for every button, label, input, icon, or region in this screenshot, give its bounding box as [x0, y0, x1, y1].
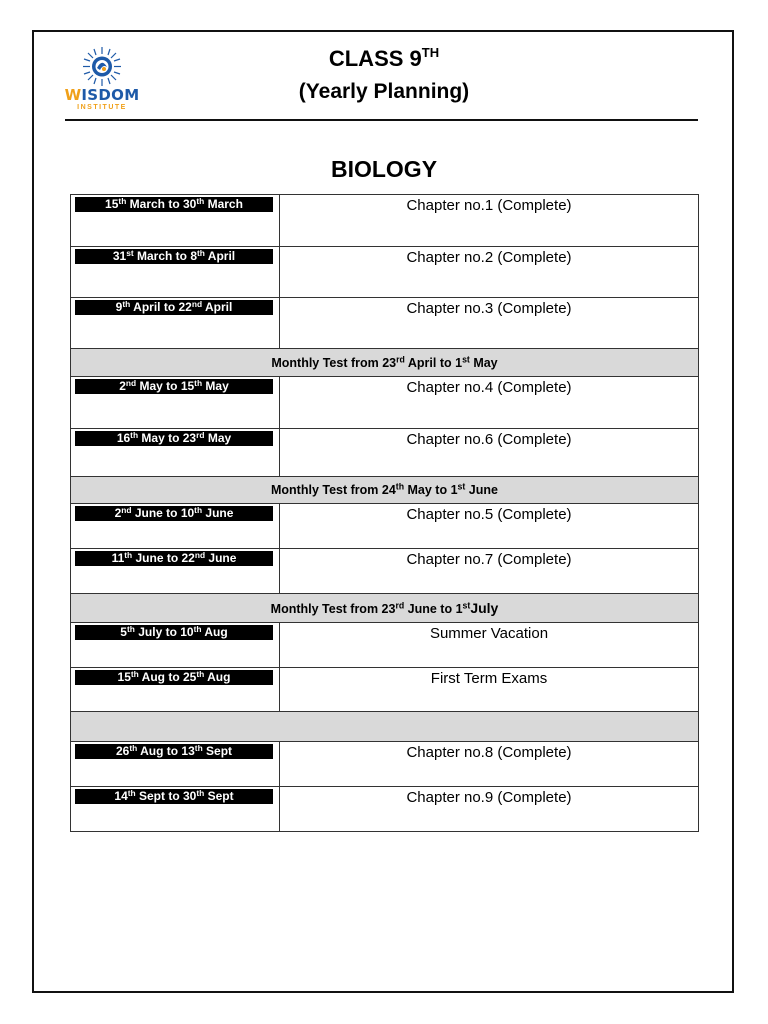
monthly-test-row	[71, 349, 698, 377]
logo-emblem-icon	[76, 46, 128, 88]
task-text: Chapter no.6 (Complete)	[406, 431, 572, 448]
page-subtitle: (Yearly Planning)	[298, 80, 470, 103]
schedule-row	[71, 668, 698, 712]
monthly-test-label: Monthly Test from 24th May to 1st June	[271, 481, 498, 497]
date-range-label: 31st March to 8th April	[75, 249, 273, 264]
task-text: Chapter no.2 (Complete)	[406, 249, 572, 266]
schedule-row	[71, 195, 698, 247]
date-range-label: 16th May to 23rd May	[75, 431, 273, 446]
schedule-row	[71, 549, 698, 594]
monthly-test-row	[71, 477, 698, 504]
logo-subtext: INSTITUTE	[77, 104, 127, 111]
date-range-label: 15th Aug to 25th Aug	[75, 670, 273, 685]
schedule-table	[70, 194, 699, 832]
schedule-row	[71, 787, 698, 831]
task-text: First Term Exams	[430, 670, 548, 687]
date-range-label: 2nd May to 15th May	[75, 379, 273, 394]
task-text: Chapter no.1 (Complete)	[406, 197, 572, 214]
date-range-label: 15th March to 30th March	[75, 197, 273, 212]
header-divider	[65, 119, 698, 121]
task-text: Chapter no.3 (Complete)	[406, 300, 572, 317]
task-text: Chapter no.9 (Complete)	[406, 789, 572, 806]
monthly-test-label: Monthly Test from 23rd April to 1st May	[271, 354, 498, 370]
schedule-row	[71, 247, 698, 298]
date-range-label: 2nd June to 10th June	[75, 506, 273, 521]
logo-wordmark: WISDOM	[64, 86, 140, 104]
date-range-label: 9th April to 22nd April	[75, 300, 273, 315]
schedule-row	[71, 504, 698, 549]
date-range-label: 11th June to 22nd June	[75, 551, 273, 566]
date-range-label: 5th July to 10th Aug	[75, 625, 273, 640]
task-text: Chapter no.8 (Complete)	[406, 744, 572, 761]
page-title: CLASS 9TH	[328, 45, 440, 71]
blank-separator-row	[71, 712, 698, 742]
schedule-row	[71, 623, 698, 668]
schedule-row	[71, 742, 698, 787]
schedule-row	[71, 377, 698, 429]
wisdom-institute-logo	[62, 46, 142, 116]
schedule-row	[71, 298, 698, 349]
date-range-label: 14th Sept to 30th Sept	[75, 789, 273, 804]
schedule-row	[71, 429, 698, 477]
task-text: Summer Vacation	[429, 625, 549, 642]
task-text: Chapter no.7 (Complete)	[406, 551, 572, 568]
subject-heading: BIOLOGY	[330, 156, 438, 182]
monthly-test-label: Monthly Test from 23rd June to 1stJuly	[270, 600, 499, 616]
task-text: Chapter no.5 (Complete)	[406, 506, 572, 523]
date-range-label: 26th Aug to 13th Sept	[75, 744, 273, 759]
task-text: Chapter no.4 (Complete)	[406, 379, 572, 396]
monthly-test-row	[71, 594, 698, 623]
